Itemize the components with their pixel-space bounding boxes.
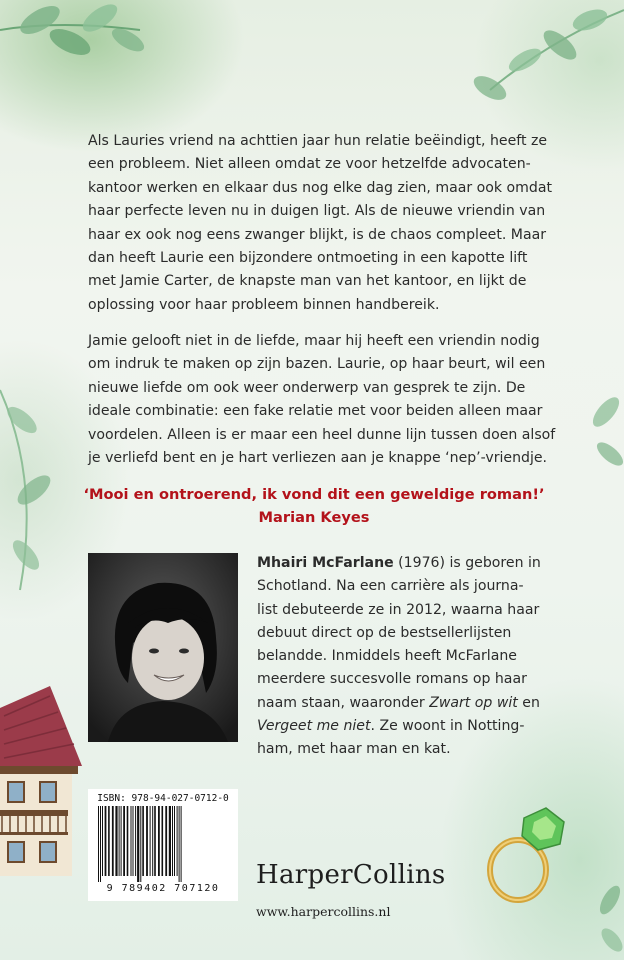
publisher-logo: HarperCollins bbox=[256, 860, 446, 890]
description-paragraph-2 bbox=[88, 330, 556, 470]
barcode-bar bbox=[174, 806, 175, 876]
barcode-bar bbox=[150, 806, 151, 876]
barcode-bar bbox=[177, 806, 178, 876]
barcode-bar bbox=[105, 806, 107, 876]
house-illustration bbox=[0, 686, 90, 886]
book-title: Vergeet me niet bbox=[257, 718, 371, 735]
quote-author: Marian Keyes bbox=[258, 509, 370, 526]
isbn-barcode bbox=[88, 789, 238, 901]
leaf-branch-top-left-illustration bbox=[0, 0, 160, 80]
barcode-bar bbox=[158, 806, 160, 876]
text-line: Als Lauries vriend na achttien jaar hun relatie beëindigt, heeft ze bbox=[88, 133, 548, 149]
bio-text: en bbox=[517, 694, 540, 711]
leaf-branch-left-middle-illustration bbox=[0, 380, 70, 600]
text-line: voordelen. Alleen is er maar een heel dunne lijn tussen doen alsof bbox=[88, 426, 556, 443]
barcode-bar bbox=[162, 806, 164, 876]
barcode-bar bbox=[108, 806, 110, 876]
text-line: list debuteerde ze in 2012, waarna haar bbox=[257, 601, 540, 618]
barcode-bar bbox=[146, 806, 148, 876]
barcode-bar bbox=[172, 806, 173, 876]
quote-text: ‘Mooi en ontroerend, ik vond dit een geweldige roman!’ bbox=[83, 486, 545, 503]
barcode-bar bbox=[98, 806, 99, 882]
barcode-bar bbox=[100, 806, 101, 882]
text-line: ham, met haar man en kat. bbox=[257, 741, 451, 758]
barcode-bar bbox=[131, 806, 132, 876]
author-bio bbox=[257, 552, 540, 762]
barcode-bar bbox=[181, 806, 182, 882]
text-line: belandde. Inmiddels heeft McFarlane bbox=[257, 648, 517, 665]
review-quote bbox=[64, 483, 564, 529]
description-paragraph-1 bbox=[88, 130, 552, 317]
barcode-bar bbox=[165, 806, 167, 876]
text-line bbox=[257, 692, 540, 715]
barcode-digits: 9 789402 707120 bbox=[106, 883, 220, 894]
author-photo bbox=[88, 553, 238, 742]
barcode-bar bbox=[142, 806, 144, 876]
text-line: dan heeft Laurie een bijzondere ontmoeting in een kapotte lift bbox=[88, 250, 528, 267]
barcode-bar bbox=[137, 806, 139, 882]
barcode-bar bbox=[127, 806, 129, 876]
text-line: ideale combinatie: een fake relatie met voor beiden alleen maar bbox=[88, 403, 543, 420]
ring-illustration bbox=[480, 800, 570, 910]
text-line: meerdere succesvolle romans op haar bbox=[257, 671, 527, 688]
text-line: nieuwe liefde om ook weer onderwerp van gesprek te zijn. De bbox=[88, 379, 526, 396]
text-line: Jamie gelooft niet in de liefde, maar hij heeft een vriendin nodig bbox=[88, 333, 540, 349]
barcode-bar bbox=[140, 806, 141, 882]
bio-text: (1976) is geboren in bbox=[393, 555, 541, 571]
barcode-bar bbox=[121, 806, 122, 876]
text-line: haar ex ook nog eens zwanger blijkt, is de chaos compleet. Maar bbox=[88, 226, 547, 243]
text-line: oplossing voor haar probleem binnen handbereik. bbox=[88, 296, 440, 313]
barcode-bar bbox=[154, 806, 156, 876]
leaf-branch-right-middle-illustration bbox=[580, 390, 624, 480]
book-title: Zwart op wit bbox=[429, 694, 518, 711]
bio-text: . Ze woont in Notting- bbox=[370, 718, 525, 735]
barcode-bar bbox=[179, 806, 180, 882]
text-line: met Jamie Carter, de knapste man van het kantoor, en lijkt de bbox=[88, 273, 527, 290]
barcode-bar bbox=[119, 806, 120, 876]
barcode-bar bbox=[135, 806, 136, 876]
barcode-bar bbox=[102, 806, 103, 876]
text-line bbox=[257, 552, 540, 575]
barcode-bar bbox=[112, 806, 114, 876]
leaf-branch-top-right-illustration bbox=[450, 0, 624, 110]
barcode-bar bbox=[133, 806, 134, 876]
text-line: om indruk te maken op zijn bazen. Laurie, op haar beurt, wil een bbox=[88, 356, 546, 373]
author-name: Mhairi McFarlane bbox=[257, 555, 394, 571]
barcode-bar bbox=[115, 806, 117, 876]
text-line: debuut direct op de bestsellerlijsten bbox=[257, 624, 512, 641]
publisher-website: www.harpercollins.nl bbox=[256, 904, 391, 919]
text-line: kantoor werken en elkaar dus nog elke dag zien, maar ook omdat bbox=[88, 179, 552, 196]
text-line bbox=[257, 715, 540, 738]
barcode-bars bbox=[96, 806, 230, 882]
text-line: een probleem. Niet alleen omdat ze voor hetzelfde advocaten- bbox=[88, 156, 531, 173]
barcode-bar bbox=[169, 806, 171, 876]
text-line: haar perfecte leven nu in duigen ligt. Als de nieuwe vriendin van bbox=[88, 203, 546, 220]
barcode-bar bbox=[152, 806, 153, 876]
text-line: je verliefd bent en je hart verliezen aan je knappe ‘nep’-vriendje. bbox=[88, 450, 548, 467]
text-line: Schotland. Na een carrière als journa- bbox=[257, 578, 524, 595]
isbn-label: ISBN: 978-94-027-0712-0 bbox=[97, 793, 229, 804]
leaf-branch-bottom-right-illustration bbox=[586, 870, 624, 960]
barcode-bar bbox=[123, 806, 125, 876]
bio-text: naam staan, waaronder bbox=[257, 694, 430, 711]
